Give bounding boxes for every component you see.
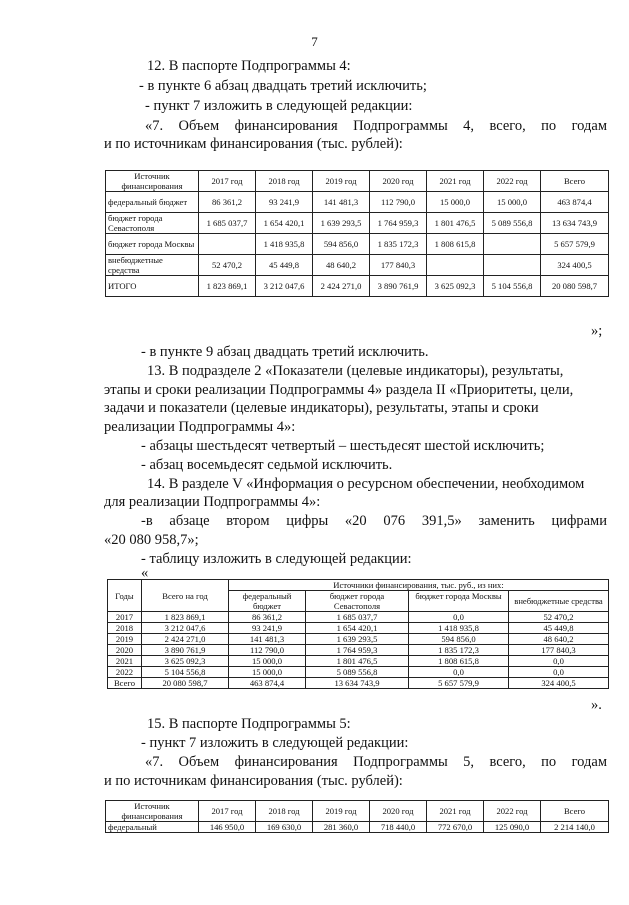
table-group-header-cell: Источники финансирования, тыс. руб., из них: [229, 580, 609, 591]
table-cell: 324 400,5 [541, 255, 609, 276]
table-row [108, 645, 609, 656]
table-cell: 1 764 959,3 [306, 645, 409, 656]
table-header-cell: 2018 год [256, 801, 313, 822]
table-cell: 1 764 959,3 [370, 213, 427, 234]
table-cell: 112 790,0 [370, 192, 427, 213]
table-cell: 2017 [108, 612, 142, 623]
resource-table-subprogram-4 [107, 579, 609, 689]
table-cell: 2021 [108, 656, 142, 667]
table-header-cell: 2020 год [370, 171, 427, 192]
table-cell: 15 000,0 [484, 192, 541, 213]
table-cell: 1 801 476,5 [306, 656, 409, 667]
table-cell: 48 640,2 [313, 255, 370, 276]
table-cell: 463 874,4 [229, 678, 306, 689]
table-header-cell: бюджет города Севастополя [306, 591, 409, 612]
table-cell: 2019 [108, 634, 142, 645]
table-row [106, 213, 609, 234]
item-13-line-3: реализации Подпрограммы 4»: [104, 419, 296, 435]
table-header-cell: 2017 год [199, 801, 256, 822]
table-cell: 3 625 092,3 [142, 656, 229, 667]
table-cell: 52 470,2 [199, 255, 256, 276]
table-cell: федеральный бюджет [106, 192, 199, 213]
table-cell: 3 212 047,6 [142, 623, 229, 634]
table-cell: 2022 [108, 667, 142, 678]
table-cell: 141 481,3 [229, 634, 306, 645]
table-header-cell: 2021 год [427, 801, 484, 822]
table-header-cell: Всего [541, 171, 609, 192]
table-cell: 3 625 092,3 [427, 276, 484, 297]
item-13-line-5: - абзац восемьдесят седьмой исключить. [141, 457, 393, 473]
table-cell [484, 255, 541, 276]
table-cell: 3 890 761,9 [370, 276, 427, 297]
table-cell: Всего [108, 678, 142, 689]
table-row [108, 667, 609, 678]
table-cell [427, 255, 484, 276]
table-cell: 1 639 293,5 [313, 213, 370, 234]
item-15-heading: 15. В паспорте Подпрограммы 5: [147, 716, 351, 732]
table-cell: 45 449,8 [256, 255, 313, 276]
table-cell: 718 440,0 [370, 822, 427, 833]
table-cell: 1 654 420,1 [306, 623, 409, 634]
table-row [106, 234, 609, 255]
table-cell: 93 241,9 [256, 192, 313, 213]
table-cell: 0,0 [409, 612, 509, 623]
table-header-cell: 2020 год [370, 801, 427, 822]
table-header-cell: 2017 год [199, 171, 256, 192]
table-cell: бюджет города Москвы [106, 234, 199, 255]
table-cell: 52 470,2 [509, 612, 609, 623]
table-cell: 2 424 271,0 [142, 634, 229, 645]
item-13-line-1: этапы и сроки реализации Подпрограммы 4» раздела II «Приоритеты, цели, [104, 382, 574, 398]
table-cell: 594 856,0 [313, 234, 370, 255]
item-15-line-1: - пункт 7 изложить в следующей редакции: [141, 735, 409, 751]
table-row [106, 255, 609, 276]
table-cell: 1 835 172,3 [370, 234, 427, 255]
table-cell: 1 654 420,1 [256, 213, 313, 234]
table-header-cell: федеральный бюджет [229, 591, 306, 612]
table-cell: 2 214 140,0 [541, 822, 609, 833]
table-header-cell: Всего на год [142, 580, 229, 612]
table-cell: 1 418 935,8 [409, 623, 509, 634]
table-cell: внебюджетные средства [106, 255, 199, 276]
table-row [108, 612, 609, 623]
item-12-line-2: - пункт 7 изложить в следующей редакции: [145, 98, 413, 114]
table-cell: 20 080 598,7 [541, 276, 609, 297]
table-cell: 5 104 556,8 [142, 667, 229, 678]
table-cell: 177 840,3 [509, 645, 609, 656]
table-cell: 2 424 271,0 [313, 276, 370, 297]
table-header-row [108, 580, 609, 591]
table-header-cell: 2018 год [256, 171, 313, 192]
table-cell: 1 685 037,7 [306, 612, 409, 623]
table-cell: 13 634 743,9 [306, 678, 409, 689]
table-cell: 112 790,0 [229, 645, 306, 656]
table-cell: 48 640,2 [509, 634, 609, 645]
table-cell: 15 000,0 [229, 667, 306, 678]
table-header-cell: Всего [541, 801, 609, 822]
table-cell: 1 685 037,7 [199, 213, 256, 234]
table-header-cell: бюджет города Москвы [409, 591, 509, 612]
table-cell: 86 361,2 [199, 192, 256, 213]
table-cell: 15 000,0 [427, 192, 484, 213]
table-cell: 594 856,0 [409, 634, 509, 645]
table-header-cell: 2019 год [313, 801, 370, 822]
table-header-cell: Источник финансирования [106, 171, 199, 192]
table-total-row [108, 678, 609, 689]
table-cell: 177 840,3 [370, 255, 427, 276]
table-cell [199, 234, 256, 255]
table-cell: 93 241,9 [229, 623, 306, 634]
table-header-cell: 2022 год [484, 171, 541, 192]
item-15-quote-2: и по источникам финансирования (тыс. рублей): [104, 773, 403, 789]
table-cell: 324 400,5 [509, 678, 609, 689]
table-cell: 0,0 [509, 656, 609, 667]
table-cell: 146 950,0 [199, 822, 256, 833]
table-header-cell: внебюджетные средства [509, 591, 609, 612]
table-cell: 141 481,3 [313, 192, 370, 213]
table-cell: 1 808 615,8 [409, 656, 509, 667]
table-cell: 1 639 293,5 [306, 634, 409, 645]
table-cell: 5 089 556,8 [306, 667, 409, 678]
table-row [108, 634, 609, 645]
quote-close-2: ». [591, 697, 602, 713]
table-cell: 125 090,0 [484, 822, 541, 833]
item-14-line-2: -в абзаце втором цифры «20 076 391,5» заменить цифрами [141, 513, 607, 529]
table-header-cell: Годы [108, 580, 142, 612]
table-cell [484, 234, 541, 255]
table-cell: 1 823 869,1 [199, 276, 256, 297]
item-12-quote-1: «7. Объем финансирования Подпрограммы 4, всего, по годам [145, 118, 607, 134]
table-header-cell: 2022 год [484, 801, 541, 822]
table-cell: 281 360,0 [313, 822, 370, 833]
table-cell: 1 801 476,5 [427, 213, 484, 234]
table-cell: 463 874,4 [541, 192, 609, 213]
item-14-heading: 14. В разделе V «Информация о ресурсном обеспечении, необходимом [147, 476, 585, 492]
table-cell: 2020 [108, 645, 142, 656]
table-cell: 2018 [108, 623, 142, 634]
table-cell: 1 823 869,1 [142, 612, 229, 623]
item-13-line-4: - абзацы шестьдесят четвертый – шестьдесят шестой исключить; [141, 438, 545, 454]
table-header-cell: 2019 год [313, 171, 370, 192]
item-15-quote-1: «7. Объем финансирования Подпрограммы 5, всего, по годам [145, 754, 607, 770]
table-cell: 3 212 047,6 [256, 276, 313, 297]
item-12-line-3: - в пункте 9 абзац двадцать третий исключить. [141, 344, 429, 360]
table-row [106, 822, 609, 833]
financing-table-subprogram-4 [105, 170, 609, 297]
item-12-line-1: - в пункте 6 абзац двадцать третий исключить; [139, 78, 427, 94]
table-cell: 5 657 579,9 [409, 678, 509, 689]
item-14-line-4: - таблицу изложить в следующей редакции: [141, 551, 412, 567]
table-cell: 45 449,8 [509, 623, 609, 634]
table-cell: 5 089 556,8 [484, 213, 541, 234]
table-header-cell: 2021 год [427, 171, 484, 192]
financing-table-subprogram-5 [105, 800, 609, 833]
table-cell: 86 361,2 [229, 612, 306, 623]
item-12-quote-2: и по источникам финансирования (тыс. рублей): [104, 136, 403, 152]
table-row [108, 623, 609, 634]
table-cell: 3 890 761,9 [142, 645, 229, 656]
table-row [108, 656, 609, 667]
item-13-line-2: задачи и показатели (целевые индикаторы), результаты, этапы и сроки [104, 400, 539, 416]
table-header-cell: Источник финансирования [106, 801, 199, 822]
table-cell: 1 835 172,3 [409, 645, 509, 656]
table-row [106, 192, 609, 213]
table-cell: 13 634 743,9 [541, 213, 609, 234]
item-13-heading: 13. В подразделе 2 «Показатели (целевые индикаторы), результаты, [147, 363, 564, 379]
table-cell: 0,0 [409, 667, 509, 678]
table-cell: 5 657 579,9 [541, 234, 609, 255]
item-14-line-3: «20 080 958,7»; [104, 532, 199, 548]
item-14-line-1: для реализации Подпрограммы 4»: [104, 494, 321, 510]
table-total-row [106, 276, 609, 297]
table-header-row [106, 801, 609, 822]
quote-open-2: « [141, 565, 149, 581]
item-12-heading: 12. В паспорте Подпрограммы 4: [147, 58, 351, 74]
quote-close-1: »; [591, 323, 603, 339]
table-cell: 0,0 [509, 667, 609, 678]
table-cell: 5 104 556,8 [484, 276, 541, 297]
table-header-row [106, 171, 609, 192]
table-cell: 1 808 615,8 [427, 234, 484, 255]
table-cell: 15 000,0 [229, 656, 306, 667]
table-cell: ИТОГО [106, 276, 199, 297]
page-number: 7 [311, 34, 318, 49]
table-cell: бюджет города Севастополя [106, 213, 199, 234]
table-cell: 169 630,0 [256, 822, 313, 833]
table-cell: 1 418 935,8 [256, 234, 313, 255]
table-cell: 20 080 598,7 [142, 678, 229, 689]
table-cell: 772 670,0 [427, 822, 484, 833]
table-cell: федеральный [106, 822, 199, 833]
